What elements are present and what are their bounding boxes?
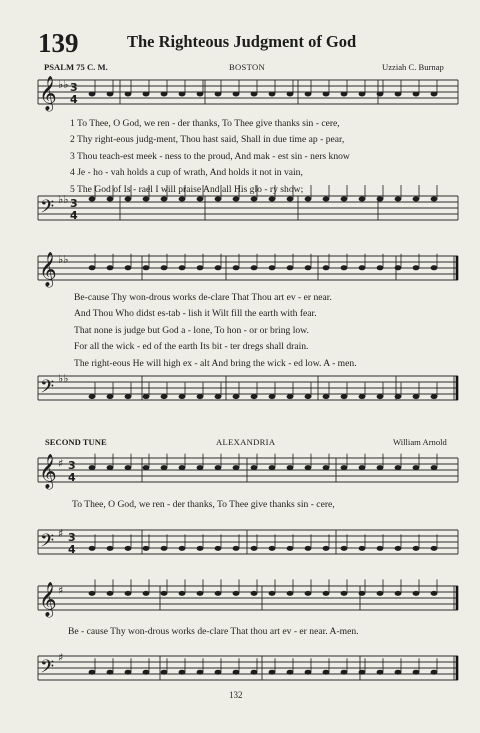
notehead — [197, 546, 204, 551]
notehead — [395, 670, 402, 675]
notehead — [179, 591, 186, 596]
notehead — [89, 670, 96, 675]
staff-treble-1 — [38, 80, 458, 104]
notehead — [359, 265, 366, 270]
notehead — [107, 465, 114, 470]
notehead — [125, 465, 132, 470]
notehead — [359, 546, 366, 551]
notehead — [413, 591, 420, 596]
notehead — [107, 394, 114, 399]
svg-text:4: 4 — [70, 209, 78, 222]
notehead — [431, 197, 438, 202]
notehead — [179, 394, 186, 399]
notehead — [179, 92, 186, 97]
second-tune-label: SECOND TUNE — [45, 437, 107, 447]
notehead — [197, 670, 204, 675]
svg-text:3: 3 — [70, 197, 78, 210]
notehead — [179, 670, 186, 675]
notehead — [323, 465, 330, 470]
notehead — [107, 92, 114, 97]
notehead — [89, 546, 96, 551]
notehead — [287, 670, 294, 675]
notehead — [215, 591, 222, 596]
notehead — [143, 265, 150, 270]
staff-bass-3 — [38, 530, 458, 554]
svg-text:♯: ♯ — [58, 527, 64, 540]
notehead — [341, 546, 348, 551]
notehead — [251, 265, 258, 270]
notehead — [251, 465, 258, 470]
notehead — [395, 465, 402, 470]
svg-text:𝄢: 𝄢 — [40, 377, 55, 402]
svg-text:𝄢: 𝄢 — [40, 657, 55, 682]
notehead — [197, 265, 204, 270]
notehead — [305, 670, 312, 675]
notehead — [431, 265, 438, 270]
notehead — [377, 394, 384, 399]
notehead — [359, 92, 366, 97]
notehead — [161, 394, 168, 399]
notehead — [287, 265, 294, 270]
notehead — [233, 265, 240, 270]
notehead — [215, 92, 222, 97]
notehead — [305, 92, 312, 97]
notehead — [305, 591, 312, 596]
notehead — [341, 265, 348, 270]
notehead — [323, 265, 330, 270]
lyric-line: And Thou Who didst es-tab - lish it Wilt fill the earth with fear. — [74, 308, 317, 320]
svg-text:3: 3 — [70, 81, 78, 94]
notehead — [431, 670, 438, 675]
notehead — [287, 394, 294, 399]
notehead — [431, 92, 438, 97]
notehead — [125, 92, 132, 97]
notehead — [341, 591, 348, 596]
notehead — [395, 591, 402, 596]
notehead — [251, 394, 258, 399]
notehead — [413, 92, 420, 97]
svg-text:♭♭: ♭♭ — [58, 193, 69, 206]
verse-block-1 — [70, 116, 350, 198]
svg-text:♯: ♯ — [58, 584, 64, 597]
notehead — [215, 394, 222, 399]
notehead — [161, 265, 168, 270]
notehead — [143, 591, 150, 596]
notehead — [341, 465, 348, 470]
second-tune-name: ALEXANDRIA — [216, 437, 276, 447]
notehead — [215, 546, 222, 551]
lyric-line: 4 Je - ho - vah holds a cup of wrath, And holds it not in vain, — [70, 167, 303, 179]
first-tune-composer: Uzziah C. Burnap — [382, 62, 444, 72]
lyric-line: Be-cause Thy won-drous works de-clare That Thou art ev - er near. — [74, 292, 332, 303]
first-tune-name: BOSTON — [229, 62, 266, 72]
notehead — [269, 465, 276, 470]
notehead — [197, 591, 204, 596]
notehead — [143, 546, 150, 551]
notehead — [431, 546, 438, 551]
hymn-number: 139 — [38, 28, 79, 58]
notehead — [161, 670, 168, 675]
notehead — [89, 92, 96, 97]
notehead — [413, 197, 420, 202]
notehead — [89, 591, 96, 596]
notehead — [341, 394, 348, 399]
notehead — [269, 265, 276, 270]
first-tune-source: PSALM 75 C. M. — [44, 62, 108, 72]
notehead — [413, 265, 420, 270]
notehead — [269, 591, 276, 596]
notehead — [89, 265, 96, 270]
notehead — [323, 394, 330, 399]
svg-text:𝄞: 𝄞 — [39, 454, 57, 489]
notehead — [233, 465, 240, 470]
notehead — [197, 394, 204, 399]
notehead — [377, 92, 384, 97]
notehead — [395, 265, 402, 270]
lyric-line: 3 Thou teach-est meek - ness to the proud, And mak - est sin - ners know — [70, 150, 350, 162]
notehead — [197, 92, 204, 97]
notehead — [377, 546, 384, 551]
notehead — [251, 92, 258, 97]
notehead — [269, 394, 276, 399]
svg-text:♭♭: ♭♭ — [58, 78, 69, 91]
notehead — [125, 670, 132, 675]
treble-clef-icon: 𝄞 — [39, 76, 57, 111]
notehead — [413, 546, 420, 551]
notehead — [215, 465, 222, 470]
notehead — [143, 670, 150, 675]
notehead — [197, 465, 204, 470]
notehead — [341, 92, 348, 97]
notehead — [305, 546, 312, 551]
notehead — [143, 394, 150, 399]
notehead — [143, 92, 150, 97]
notehead — [233, 394, 240, 399]
notehead — [125, 591, 132, 596]
svg-text:♭♭: ♭♭ — [58, 372, 69, 385]
notehead — [269, 546, 276, 551]
verse-block-2 — [74, 290, 357, 372]
svg-text:𝄞: 𝄞 — [39, 252, 57, 287]
notehead — [161, 591, 168, 596]
staff-bass-4 — [38, 656, 458, 680]
notehead — [323, 546, 330, 551]
notehead — [89, 394, 96, 399]
second-tune-lyric-2: Be - cause Thy won-drous works de-clare That thou art ev - er near. A-men. — [68, 626, 359, 637]
notehead — [413, 465, 420, 470]
notehead — [359, 670, 366, 675]
svg-text:4: 4 — [68, 471, 76, 484]
notehead — [359, 465, 366, 470]
lyric-line: 1 To Thee, O God, we ren - der thanks, To Thee give thanks sin - cere, — [70, 118, 340, 129]
lyric-line: 5 The God of Is - rael I will praise And all His glo - ry show; — [70, 183, 304, 195]
notehead — [359, 591, 366, 596]
notehead — [125, 394, 132, 399]
notehead — [377, 591, 384, 596]
notehead — [359, 197, 366, 202]
notehead — [323, 670, 330, 675]
svg-text:3: 3 — [68, 531, 76, 544]
notehead — [431, 394, 438, 399]
notehead — [287, 546, 294, 551]
notehead — [107, 591, 114, 596]
svg-text:♯: ♯ — [58, 457, 64, 470]
staff-treble-4 — [38, 586, 458, 610]
notehead — [395, 197, 402, 202]
notehead — [341, 670, 348, 675]
lyric-line: That none is judge but God a - lone, To hon - or or bring low. — [74, 324, 309, 336]
notehead — [161, 465, 168, 470]
notehead — [251, 591, 258, 596]
notehead — [287, 465, 294, 470]
notehead — [413, 670, 420, 675]
notehead — [89, 465, 96, 470]
notehead — [305, 394, 312, 399]
svg-text:𝄢: 𝄢 — [40, 531, 55, 556]
notehead — [431, 591, 438, 596]
lyric-line: The right-eous He will high ex - alt And bring the wick - ed low. A - men. — [74, 357, 357, 369]
notehead — [179, 465, 186, 470]
hymn-title: The Righteous Judgment of God — [127, 32, 357, 51]
svg-text:3: 3 — [68, 459, 76, 472]
notehead — [395, 394, 402, 399]
svg-text:4: 4 — [68, 543, 76, 556]
notehead — [287, 591, 294, 596]
staff-treble-3 — [38, 458, 458, 482]
lyric-line: For all the wick - ed of the earth Its bit - ter dregs shall drain. — [74, 341, 309, 353]
svg-text:♯: ♯ — [58, 651, 64, 664]
notehead — [377, 265, 384, 270]
notehead — [215, 265, 222, 270]
notehead — [233, 591, 240, 596]
notehead — [287, 92, 294, 97]
notehead — [305, 465, 312, 470]
notehead — [143, 465, 150, 470]
notehead — [233, 92, 240, 97]
notehead — [377, 670, 384, 675]
notehead — [215, 670, 222, 675]
notehead — [125, 546, 132, 551]
notehead — [107, 546, 114, 551]
notehead — [107, 265, 114, 270]
notehead — [269, 670, 276, 675]
notehead — [251, 546, 258, 551]
notehead — [251, 670, 258, 675]
lyric-line: 2 Thy right-eous judg-ment, Thou hast said, Shall in due time ap - pear, — [70, 134, 345, 146]
svg-text:𝄞: 𝄞 — [39, 582, 57, 617]
notehead — [395, 546, 402, 551]
notehead — [359, 394, 366, 399]
notehead — [161, 92, 168, 97]
page-number: 132 — [229, 690, 243, 700]
bass-clef-icon: 𝄢 — [40, 197, 55, 222]
notehead — [413, 394, 420, 399]
svg-text:4: 4 — [70, 93, 78, 106]
notehead — [161, 546, 168, 551]
notehead — [125, 265, 132, 270]
notehead — [107, 670, 114, 675]
notehead — [431, 465, 438, 470]
notehead — [269, 92, 276, 97]
notehead — [323, 92, 330, 97]
notehead — [233, 546, 240, 551]
notehead — [233, 670, 240, 675]
svg-text:♭♭: ♭♭ — [58, 253, 69, 266]
notehead — [305, 265, 312, 270]
notehead — [179, 265, 186, 270]
notehead — [179, 546, 186, 551]
notehead — [377, 465, 384, 470]
notehead — [395, 92, 402, 97]
second-tune-composer: William Arnold — [393, 437, 447, 447]
notehead — [323, 591, 330, 596]
notehead — [377, 197, 384, 202]
second-tune-lyric-1: To Thee, O God, we ren - der thanks, To Thee give thanks sin - cere, — [72, 499, 335, 510]
